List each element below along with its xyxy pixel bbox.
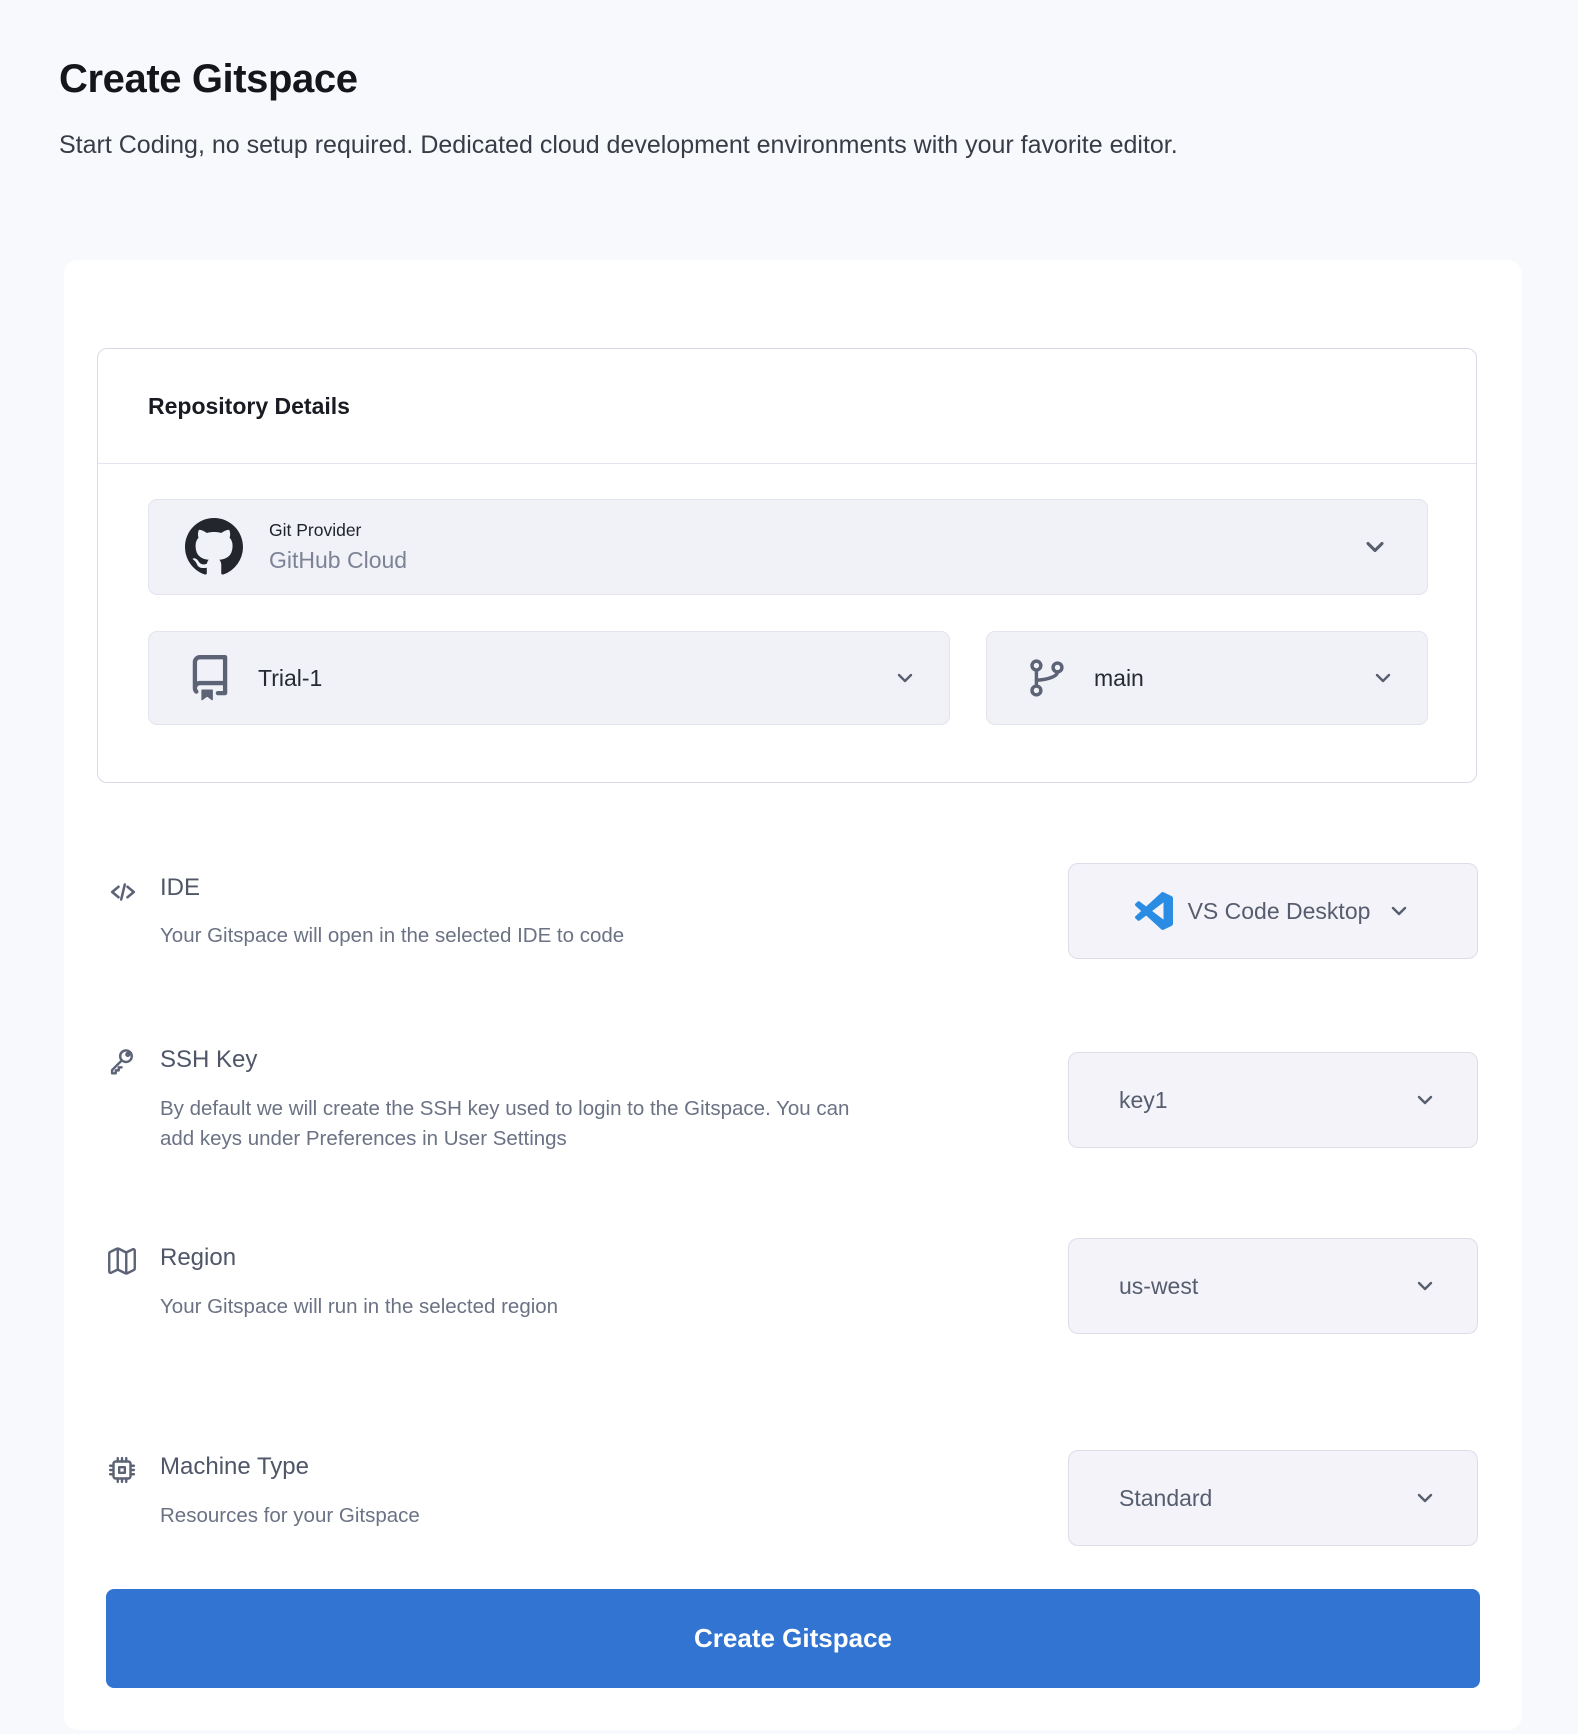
- repository-icon: [187, 655, 233, 701]
- cpu-icon: [105, 1453, 141, 1489]
- ide-select[interactable]: [1068, 863, 1478, 959]
- ide-title: IDE: [160, 874, 201, 901]
- ssh-key-description: By default we will create the SSH key used to login to the Gitspace. You can add keys under Preferences in User Settings: [160, 1097, 850, 1150]
- machine-type-title: Machine Type: [160, 1453, 309, 1480]
- region-value: us-west: [1119, 1272, 1199, 1299]
- repo-branch-row: [148, 631, 1428, 725]
- key-icon: [105, 1046, 141, 1082]
- ssh-key-value: key1: [1119, 1086, 1168, 1113]
- chevron-down-icon: [1413, 1486, 1437, 1510]
- repository-details-section: [97, 348, 1477, 783]
- branch-value: main: [1094, 664, 1144, 691]
- chevron-down-icon: [893, 666, 917, 690]
- chevron-down-icon: [1413, 1274, 1437, 1298]
- machine-type-value: Standard: [1119, 1484, 1213, 1511]
- machine-type-select[interactable]: [1068, 1450, 1478, 1546]
- repository-select[interactable]: [148, 631, 950, 725]
- region-title: Region: [160, 1244, 237, 1271]
- ide-description: Your Gitspace will open in the selected IDE to code: [160, 924, 625, 947]
- create-gitspace-button[interactable]: Create Gitspace: [106, 1589, 1480, 1688]
- git-provider-text: [269, 520, 407, 574]
- git-provider-value: GitHub Cloud: [269, 547, 408, 573]
- vscode-icon: [1135, 892, 1173, 930]
- chevron-down-icon: [1371, 666, 1395, 690]
- map-icon: [105, 1244, 141, 1280]
- region-description: Your Gitspace will run in the selected region: [160, 1295, 559, 1318]
- region-select[interactable]: [1068, 1238, 1478, 1334]
- page-title: Create Gitspace: [59, 56, 358, 101]
- repository-value: Trial-1: [258, 664, 323, 691]
- ssh-key-select[interactable]: [1068, 1052, 1478, 1148]
- chevron-down-icon: [1387, 899, 1411, 923]
- git-provider-label: Git Provider: [269, 520, 362, 540]
- branch-select[interactable]: [986, 631, 1428, 725]
- chevron-down-icon: [1413, 1088, 1437, 1112]
- repository-details-body: [98, 464, 1476, 725]
- machine-type-description: Resources for your Gitspace: [160, 1504, 420, 1527]
- github-icon: [185, 518, 243, 576]
- git-branch-icon: [1023, 655, 1069, 701]
- page-subtitle: Start Coding, no setup required. Dedicated cloud development environments with your favorite editor.: [59, 131, 1178, 159]
- chevron-down-icon: [1361, 533, 1389, 561]
- create-gitspace-form-card: [64, 260, 1522, 1730]
- git-provider-select[interactable]: [148, 499, 1428, 595]
- ide-value: VS Code Desktop: [1187, 897, 1371, 924]
- code-icon: [105, 874, 141, 910]
- ssh-key-title: SSH Key: [160, 1046, 258, 1073]
- repository-details-title: Repository Details: [98, 349, 1476, 464]
